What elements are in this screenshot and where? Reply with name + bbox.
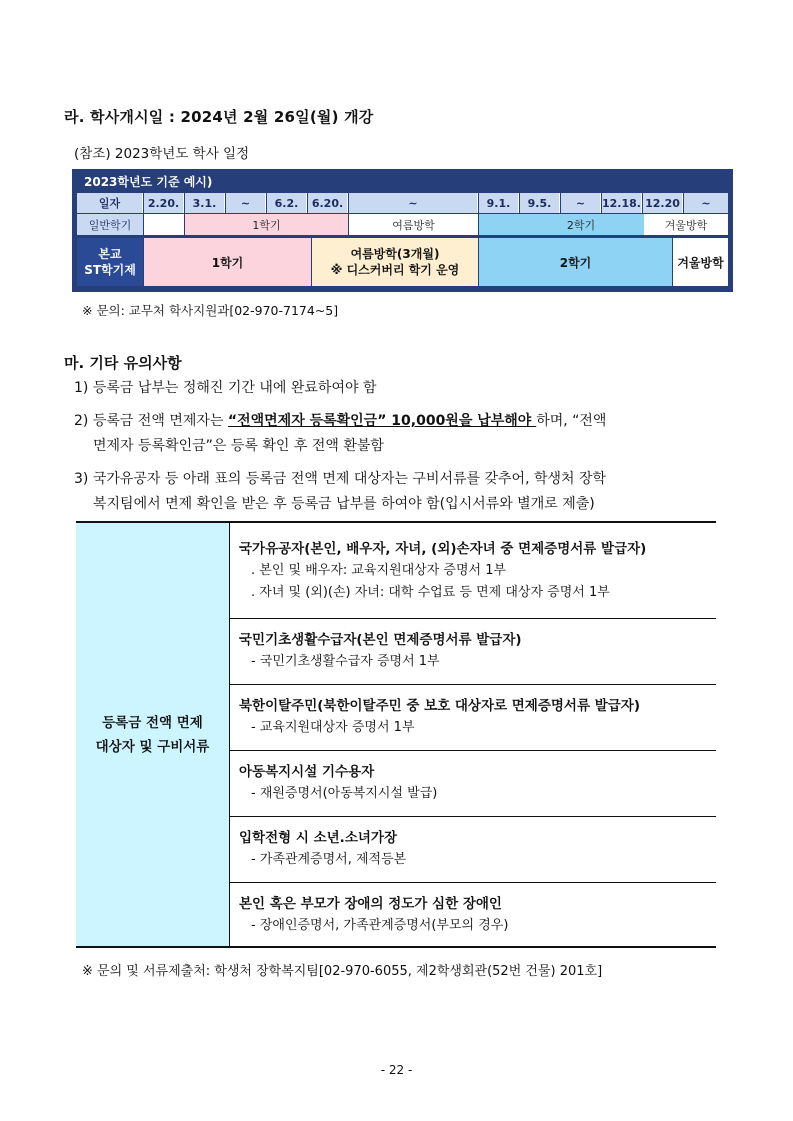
schedule-title: 2023학년도 기준 예시) [84,175,213,189]
notice-item-2-pre: 2) 등록금 전액 면제자는 [74,413,228,429]
exemption-row-title: 본인 혹은 부모가 장애의 정도가 심한 장애인 [239,896,502,912]
inquiry-note: ※ 문의: 교무처 학사지원과[02-970-7174~5] [82,303,339,318]
general-blank-cell [144,214,184,235]
exemption-table [76,521,716,948]
date-cell: 6.20. [308,193,348,213]
exemption-row-title: 아동복지시설 기수용자 [239,764,375,780]
exemption-category-cell [76,523,230,946]
date-cell: 12.18. [602,193,642,213]
notice-item-2-continued: 면제자 등록확인금”은 등록 확인 후 전액 환불함 [93,438,384,454]
st-winter-cell: 겨울방학 [673,238,728,286]
general-winter-label: 겨울방학 [644,214,728,235]
exemption-row-title: 국민기초생활수급자(본인 면제증명서류 발급자) [239,632,522,648]
date-cell: 6.2. [267,193,307,213]
page-number: - 22 - [380,1063,413,1077]
reference-note: (참조) 2023학년도 학사 일정 [74,146,250,162]
notice-item-2-post: 하며, “전액 [536,413,607,429]
exemption-row-doc: - 국민기초생활수급자 증명서 1부 [251,654,440,669]
date-cell: ~ [561,193,601,213]
date-cell: 9.5. [520,193,560,213]
documents-note: ※ 문의 및 서류제출처: 학생처 장학복지팀[02-970-6055, 제2학생회관(52번 건물) 201호] [82,964,603,979]
schedule-table [72,169,733,292]
date-cell: 3.1. [185,193,225,213]
general-sem1-cell: 1학기 [185,214,348,235]
exemption-row-doc: - 가족관계증명서, 제적등본 [251,852,407,867]
notice-item-3-continued: 복지팀에서 면제 확인을 받은 후 등록금 납부를 하여야 함(입시서류와 별개로 제출) [93,496,595,512]
st-sem2-cell: 2학기 [479,238,672,286]
exemption-row-title: 입학전형 시 소년.소녀가장 [239,830,397,846]
notice-item-3: 3) 국가유공자 등 아래 표의 등록금 전액 면제 대상자는 구비서류를 갖추어, 학생처 장학 [74,471,607,487]
general-row-label: 일반학기 [77,214,143,235]
date-cell: 9.1. [479,193,519,213]
date-cell: ~ [226,193,266,213]
schedule-date-row [77,193,728,213]
exemption-row-doc: - 교육지원대상자 증명서 1부 [251,720,415,735]
exemption-row-doc: - 장애인증명서, 가족관계증명서(부모의 경우) [251,918,509,933]
exemption-row-doc: . 본인 및 배우자: 교육지원대상자 증명서 1부 [251,563,507,578]
section-ma-title: 마. 기타 유의사항 [64,354,182,372]
schedule-general-row [77,214,728,235]
exemption-row-doc: - 재원증명서(아동복지시설 발급) [251,786,438,801]
notice-item-1: 1) 등록금 납부는 정해진 기간 내에 완료하여야 함 [74,380,377,396]
st-sem1-cell: 1학기 [144,238,311,286]
st-label-line2: ST학기제 [84,263,136,277]
date-cell: ~ [684,193,728,213]
section-la-title: 라. 학사개시일 : 2024년 2월 26일(월) 개강 [64,108,374,126]
general-summer-cell: 여름방학 [349,214,478,235]
st-label-line1: 본교 [98,247,122,261]
st-summer-line2: ※ 디스커버리 학기 운영 [330,263,460,277]
notice-item-2-emphasis: “전액면제자 등록확인금” 10,000원을 납부해야 [227,413,537,429]
notice-item-2 [74,409,746,434]
exemption-row-title: 국가유공자(본인, 배우자, 자녀, (외)손자녀 중 면제증명서류 발급자) [239,541,647,557]
st-summer-line1: 여름방학(3개월) [350,247,440,261]
exemption-row [230,817,716,883]
exemption-category-line2: 대상자 및 구비서류 [95,738,210,755]
general-sem2-cell: 2학기 [479,214,683,235]
exemption-row-title: 북한이탈주민(북한이탈주민 중 보호 대상자로 면제증명서류 발급자) [239,698,640,714]
exemption-row [230,751,716,817]
exemption-category-line1: 등록금 전액 면제 [102,714,203,731]
date-cell: ~ [349,193,478,213]
schedule-st-row [77,238,728,286]
exemption-row-doc: . 자녀 및 (외)(손) 자녀: 대학 수업료 등 면제 대상자 증명서 1부 [251,585,610,600]
exemption-row [230,523,716,619]
exemption-list [230,523,716,946]
st-summer-cell [312,238,478,286]
st-row-label [77,238,143,286]
exemption-row [230,685,716,751]
exemption-row [230,619,716,685]
exemption-row [230,883,716,946]
date-cell: 12.20 [643,193,683,213]
date-row-label: 일자 [77,193,143,213]
date-cell: 2.20. [144,193,184,213]
